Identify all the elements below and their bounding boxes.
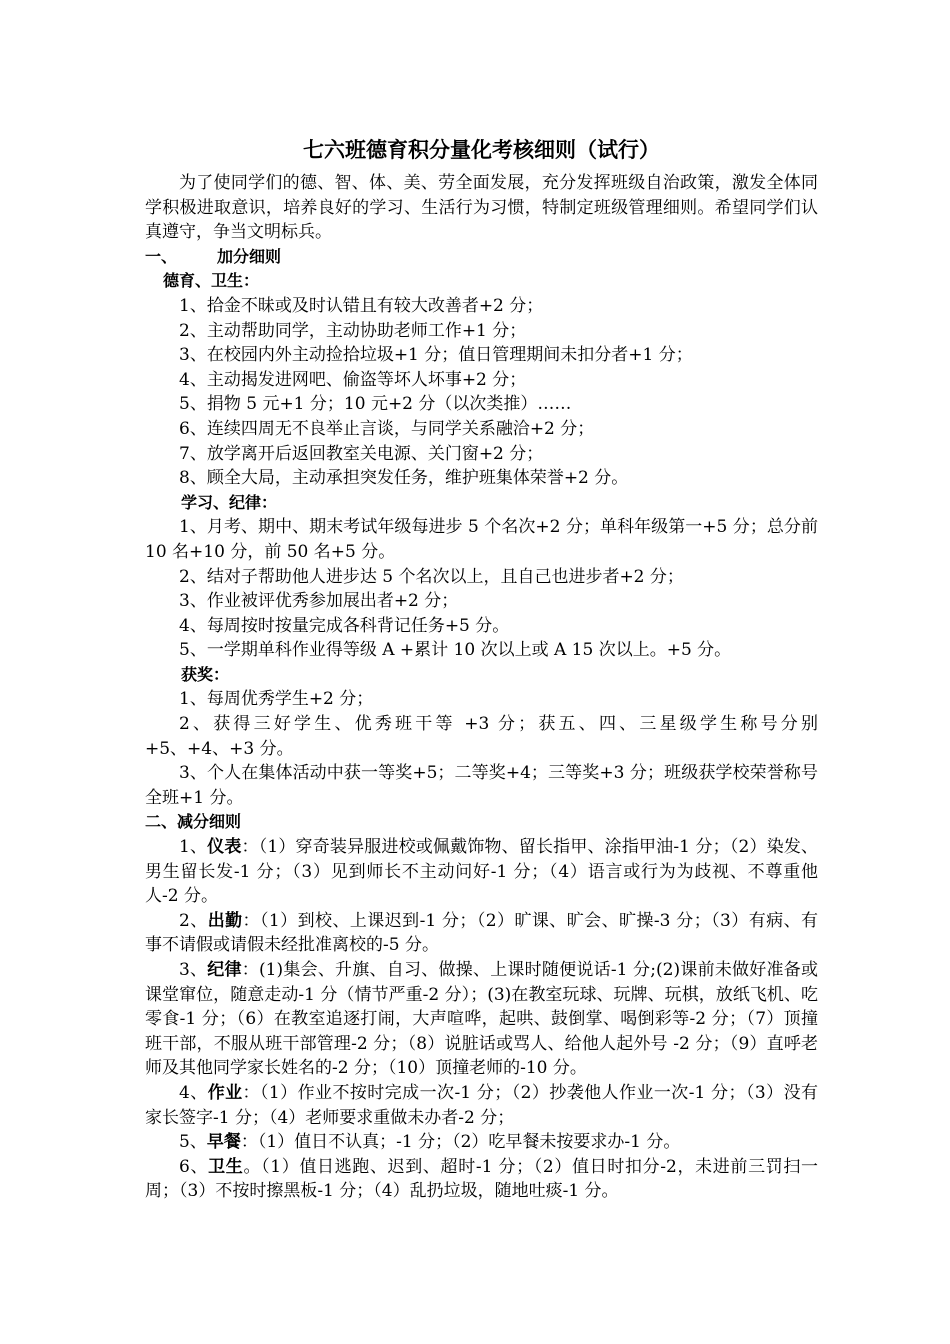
list-item: 1、每周优秀学生+2 分； [179,689,374,710]
item-text: (1)集会、升旗、自习、做操、上课时随便说话-1 分;(2)课前未做好准备或课堂窜位，随意走动-1 分（情节严重-2 分）；(3)在教室玩球、玩牌、玩棋，放纸飞机、吃零食-1 分；（6）在教室追逐打闹，大声喧哗，起哄、鼓倒掌、喝倒彩等-2 分；（7）顶撞班干部，不服从班干部管理-2 分；（8）说脏话或骂人、给他人起外号 -2 分；（9）直呼老师及其他同学家长姓名的-2 分；（10）顶撞老师的-10 分。 [145,960,819,1079]
deduction-item-discipline [145,958,818,1081]
item-separator: ： [241,837,259,858]
deduction-item-attendance [145,909,818,958]
list-item: 2、结对子帮助他人进步达 5 个名次以上，且自己也进步者+2 分； [179,566,684,587]
list-item: 5、捐物 5 元+1 分；10 元+2 分（以次类推）…… [179,394,572,415]
item-text: （1）到校、上课迟到-1 分；（2）旷课、旷会、旷操-3 分；（3）有病、有事不请假或请假未经批准离校的-5 分。 [145,910,819,956]
list-item: 6、连续四周无不良举止言谈，与同学关系融洽+2 分； [179,418,595,439]
list-item: 3、在校园内外主动捡拾垃圾+1 分；值日管理期间未扣分者+1 分； [179,345,693,366]
item-text: （1）值日逃跑、迟到、超时-1 分；（2）值日时扣分-2，未进前三罚扫一周；（3）不按时擦黑板-1 分；（4）乱扔垃圾，随地吐痰-1 分。 [145,1156,819,1202]
item-number: 5、 [179,1132,207,1153]
section-heading-deduction: 二、减分细则 [145,812,242,832]
item-number: 1、 [179,837,208,858]
deduction-item-homework [145,1081,818,1130]
list-item: 4、主动揭发进网吧、偷盗等坏人坏事+2 分； [179,369,527,390]
item-number: 3、 [179,960,208,980]
item-label: 纪律 [207,960,242,980]
intro-paragraph: 为了使同学们的德、智、体、美、劳全面发展，充分发挥班级自治政策，激发全体同学积极进取意识，培养良好的学习、生活行为习惯，特制定班级管理细则。希望同学们认真遵守，争当文明标兵。 [145,173,818,243]
item-label: 作业 [207,1082,243,1103]
item-label: 早餐 [206,1132,241,1153]
item-separator: ： [242,1082,260,1103]
list-item: 2、主动帮助同学，主动协助老师工作+1 分； [179,320,527,341]
item-separator: ： [240,1132,258,1153]
subheading-study-discipline: 学习、纪律： [181,492,278,512]
list-item: 4、每周按时按量完成各科背记任务+5 分。 [179,615,510,636]
item-separator: ： [242,910,260,931]
item-number: 2、 [179,910,208,931]
item-text: （1）穿奇装异服进校或佩戴饰物、留长指甲、涂指甲油-1 分；（2）染发、男生留长发-1 分；（3）见到师长不主动问好-1 分；（4）语言或行为为歧视、不尊重他人-2 分。 [145,837,819,907]
section-heading-bonus [145,245,818,270]
list-item: 8、顾全大局，主动承担突发任务，维护班集体荣誉+2 分。 [179,468,629,489]
list-item: 3、作业被评优秀参加展出者+2 分； [179,591,459,612]
list-item: 3、个人在集体活动中获一等奖+5；二等奖+4；三等奖+3 分；班级获学校荣誉称号全班+1 分。 [145,763,818,808]
item-number: 4、 [179,1082,208,1103]
item-label: 仪表 [207,837,242,858]
list-item: 1、月考、期中、期末考试年级每进步 5 个名次+2 分；单科年级第一+5 分；总分前 10 名+10 分，前 50 名+5 分。 [145,517,818,562]
item-label: 卫生 [208,1156,244,1177]
list-item: 7、放学离开后返回教室关电源、关门窗+2 分； [179,443,544,464]
list-item: 1、拾金不昧或及时认错且有较大改善者+2 分； [179,295,544,316]
deduction-item-hygiene [145,1155,818,1204]
item-separator: ： [241,960,260,980]
item-label: 出勤 [207,910,243,931]
section-number: 一、 [145,246,178,266]
item-text: （1）作业不按时完成一次-1 分；（2）抄袭他人作业一次-1 分；（3）没有家长签字-1 分；（4）老师要求重做未办者-2 分； [145,1082,819,1128]
item-number: 6、 [179,1156,209,1177]
deduction-item-appearance [145,835,818,909]
item-separator: 。 [243,1156,262,1177]
subheading-moral-hygiene: 德育、卫生： [163,271,260,291]
section-title: 加分细则 [217,246,282,266]
item-text: （1）值日不认真；-1 分；（2）吃早餐未按要求办-1 分。 [257,1132,681,1153]
document-title: 七六班德育积分量化考核细则（试行） [303,138,660,162]
deduction-item-breakfast [145,1130,818,1155]
list-item: 5、一学期单科作业得等级 A +累计 10 次以上或 A 15 次以上。+5 分。 [179,640,732,661]
list-item: 2、获得三好学生、优秀班干等 +3 分；获五、四、三星级学生称号分别+5、+4、+3 分。 [145,714,818,759]
subheading-awards: 获奖： [181,664,230,684]
